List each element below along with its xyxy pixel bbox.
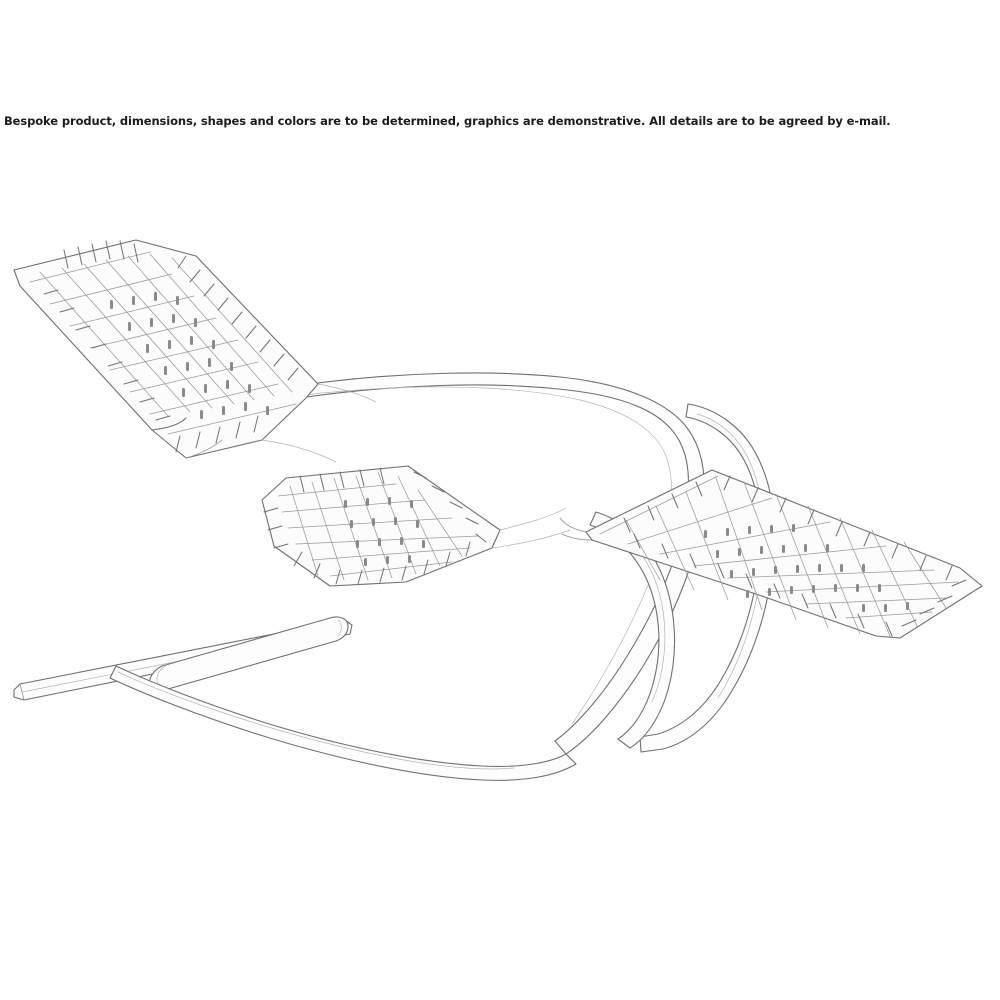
legrest-frame-connector bbox=[560, 518, 592, 540]
backrest-panel bbox=[14, 240, 318, 458]
legrest-panel bbox=[586, 470, 982, 638]
seat-panel bbox=[262, 466, 500, 586]
disclaimer-text: Bespoke product, dimensions, shapes and colors are to be determined, graphics are demonstrative. All details are to be agreed by e-mail. bbox=[4, 114, 891, 128]
